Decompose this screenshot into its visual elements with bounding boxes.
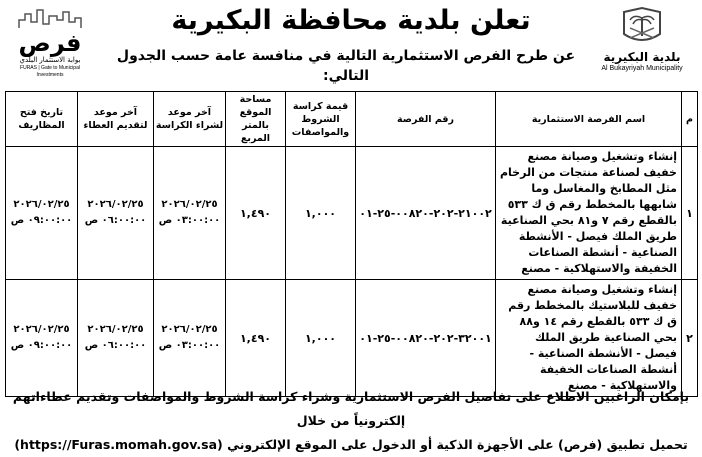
col-header-name: اسم الفرصة الاستثمارية [496,92,682,147]
col-header-area: مساحة الموقع بالمتر المربع [226,92,286,147]
municipality-name-ar: بلدية البكيرية [603,50,681,64]
opening-date: ٢٠٢٦/٠٢/٢٥ ٠٩:٠٠:٠٠ ص [6,147,78,280]
last-purchase-date: ٢٠٢٦/٠٢/٢٥ ٠٣:٠٠:٠٠ ص [154,147,226,280]
municipality-name-en: Al Bukayriyah Municipality [601,65,683,72]
footer-note [8,385,694,457]
last-submit-date: ٢٠٢٦/٠٢/٢٥ ٠٦:٠٠:٠٠ ص [78,147,154,280]
furas-logo-text: فرص [18,29,82,57]
table-row [6,147,698,280]
footer-line-1: بإمكان الراغبين الاطلاع على تفاصيل الفرص الاستثمارية وشراء كراسة الشروط والمواصفات وتقديم عطاءاتهم إلكترونياً من خلال [12,389,690,428]
furas-tagline-en: FURAS | Gate to Municipal Investments [20,65,80,78]
col-header-opp-no: رقم الفرصة [356,92,496,147]
furas-logo [8,8,92,86]
opportunity-number: ٣٢٠٠١-٢٠٢-٠٠٨٢٠-٢٥-٠١ [356,280,496,397]
opportunity-number: ٢١٠٠٢-٢٠٢-٠٠٨٢٠-٢٥-٠١ [356,147,496,280]
site-area: ١,٤٩٠ [226,147,286,280]
site-area: ١,٤٩٠ [226,280,286,397]
opportunity-name: إنشاء وتشغيل وصيانة مصنع خفيف للبلاستيك بالمخطط رقم ق ك ٥٣٣ بالقطع رقم ١٤ و٨٨ بحي الصناعية طريق الملك فيصل - الأنشطة الصناعية - أنشطة الصناعات الخفيفة والاستهلاكية - مصنع [496,280,682,397]
table-row [6,280,698,397]
furas-tagline: بوابة الاستثمار البلدي [19,56,81,64]
last-purchase-date: ٢٠٢٦/٠٢/٢٥ ٠٣:٠٠:٠٠ ص [154,280,226,397]
col-header-booklet-price: قيمة كراسة الشروط والمواصفات [286,92,356,147]
header [0,0,702,92]
booklet-price: ١,٠٠٠ [286,280,356,397]
page-subtitle: عن طرح الفرص الاستثمارية التالية في منافسة عامة حسب الجدول التالي: [116,48,576,84]
page-title: تعلن بلدية محافظة البكيرية [171,5,531,36]
opportunities-table [5,91,698,397]
city-skyline-icon [17,8,83,30]
row-number: ٢ [682,280,698,397]
opportunity-name: إنشاء وتشغيل وصيانة مصنع خفيف لصناعة منتجات من الرخام مثل المطابخ والمغاسل وما شابهها بالمخطط رقم ق ك ٥٣٣ بالقطع رقم ٧ و٨١ بحي الصناعية طريق الملك فيصل - الأنشطة الصناعية - أنشطة الصناعات الخفيفة والاستهلاكية - مصنع [496,147,682,280]
palm-swords-emblem-icon [616,6,668,50]
row-number: ١ [682,147,698,280]
booklet-price: ١,٠٠٠ [286,147,356,280]
col-header-last-purchase: آخر موعد لشراء الكراسة [154,92,226,147]
footer-line-2: تحميل تطبيق (فرص) على الأجهزة الذكية أو الدخول على الموقع الإلكتروني (https://Furas.momah.gov.sa) [14,437,688,452]
opening-date: ٢٠٢٦/٠٢/٢٥ ٠٩:٠٠:٠٠ ص [6,280,78,397]
col-header-no: م [682,92,698,147]
table-header-row [6,92,698,147]
last-submit-date: ٢٠٢٦/٠٢/٢٥ ٠٦:٠٠:٠٠ ص [78,280,154,397]
col-header-last-submit: آخر موعد لتقديم العطاء [78,92,154,147]
municipality-logo [588,6,696,84]
col-header-opening: تاريخ فتح المظاريف [6,92,78,147]
